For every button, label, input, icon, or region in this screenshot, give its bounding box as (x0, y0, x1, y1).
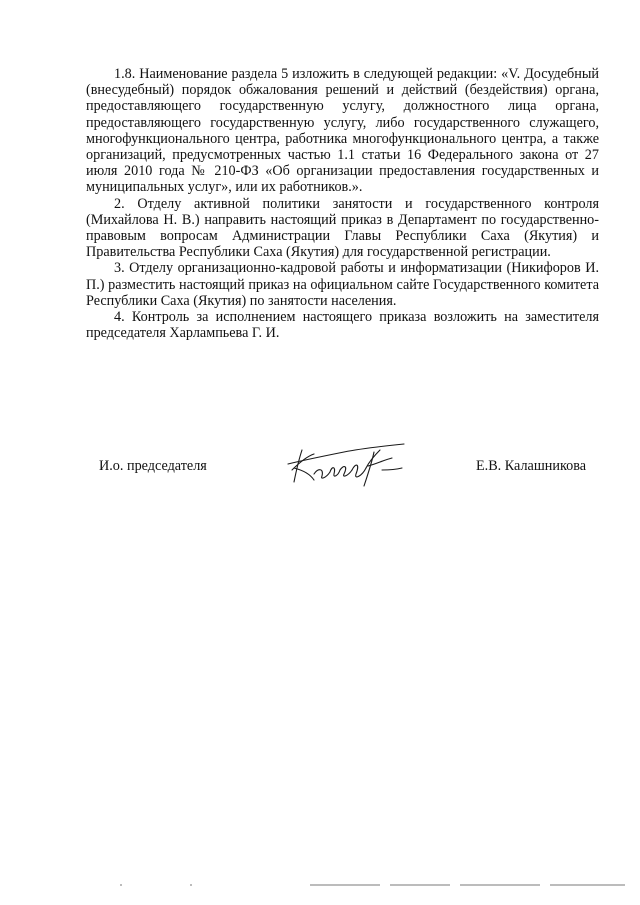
signatory-title: И.о. председателя (99, 458, 207, 474)
handwritten-signature (284, 440, 414, 490)
document-body (86, 66, 599, 341)
paragraph-1-8: 1.8. Наименование раздела 5 изложить в следующей редакции: «V. Досудебный (внесудебный) порядок обжалования решений и действий (бездействия) органа, предоставляющего государственную услугу, должностного лица органа, предоставляющего государственную услугу, либо государственного служащего, многофункционального центра, работника многофункционального центра, а также организаций, предусмотренных частью 1.1 статьи 16 Федерального закона от 27 июля 2010 года № 210-ФЗ «Об организации предоставления государственных и муниципальных услуг», или их работников.». (86, 66, 599, 196)
paragraph-3: 3. Отделу организационно-кадровой работы и информатизации (Никифоров И. П.) разместить настоящий приказ на официальном сайте Государственного комитета Республики Саха (Якутия) по занятости населения. (86, 260, 599, 309)
paragraph-4: 4. Контроль за исполнением настоящего приказа возложить на заместителя председателя Харлампьева Г. И. (86, 309, 599, 342)
signature-block (0, 440, 640, 490)
signatory-name: Е.В. Калашникова (476, 458, 587, 474)
paragraph-2: 2. Отделу активной политики занятости и государственного контроля (Михайлова Н. В.) направить настоящий приказ в Департамент по государственно-правовым вопросам Администрации Главы Республики Саха (Якутия) и Правительства Республики Саха (Якутия) для государственной регистрации. (86, 195, 599, 261)
scan-edge-artifact (120, 883, 630, 887)
